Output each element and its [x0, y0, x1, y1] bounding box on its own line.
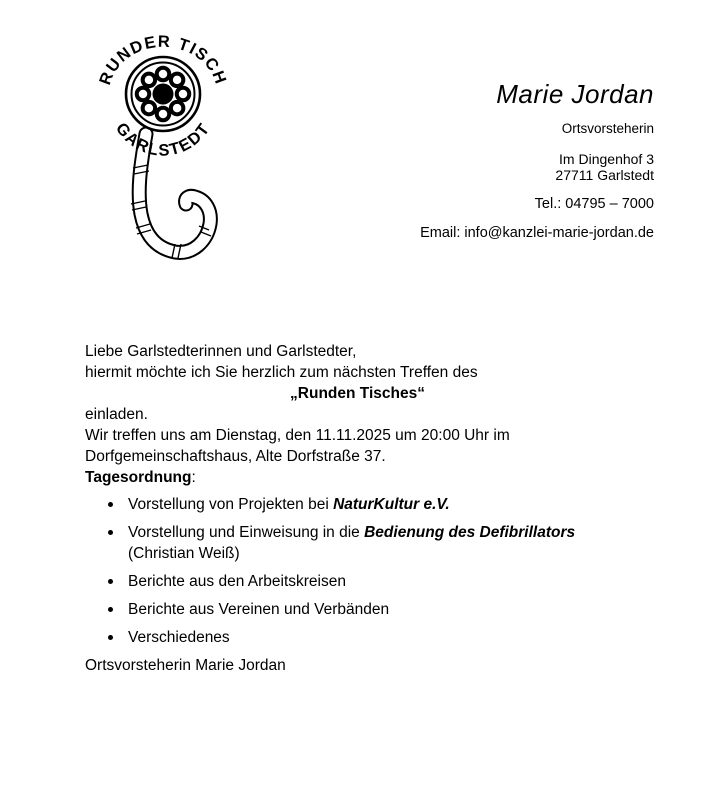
agenda-item-5-text: Verschiedenes [128, 629, 230, 646]
agenda-item-1-text: Vorstellung von Projekten bei [128, 496, 334, 513]
sender-role: Ortsvorsteherin [561, 121, 654, 136]
agenda-item-4 [128, 599, 677, 620]
sender-address [420, 151, 654, 184]
sender-phone: Tel.: 04795 – 7000 [534, 195, 654, 212]
logo-arc-bottom-label: GARLSTEDT [112, 119, 214, 160]
letter-body [85, 341, 677, 676]
intro-end-line: einladen. [85, 406, 148, 423]
event-title: „Runden Tisches“ [290, 385, 425, 402]
agenda-item-4-text: Berichte aus Vereinen und Verbänden [128, 601, 390, 618]
agenda-item-2-emphasis: Bedienung des Defibrillators [364, 524, 576, 541]
sender-name: Marie Jordan [496, 79, 654, 109]
agenda-list [85, 494, 677, 648]
meeting-details [85, 425, 677, 467]
sender-email: Email: info@kanzlei-marie-jordan.de [420, 225, 654, 242]
logo-arc-top-label: RUNDER TISCH [96, 32, 230, 88]
agenda-item-3 [128, 571, 677, 592]
agenda-heading [85, 467, 677, 488]
agenda-item-1-emphasis: NaturKultur e.V. [333, 496, 450, 513]
round-table-logo-icon [85, 22, 255, 272]
table-center-dot [153, 84, 174, 105]
closing-signature: Ortsvorsteherin Marie Jordan [85, 657, 286, 674]
table-top-icon [126, 57, 200, 131]
agenda-item-2-text: Vorstellung und Einweisung in die [128, 524, 365, 541]
agenda-heading-label: Tagesordnung [85, 469, 192, 486]
meeting-line1: Wir treffen uns am Dienstag, den 11.11.2025 um 20:00 Uhr im [85, 427, 510, 444]
runder-tisch-logo [85, 22, 255, 272]
agenda-item-1 [128, 494, 677, 515]
agenda-item-2-note: (Christian Weiß) [128, 545, 240, 562]
sender-address-line2: 27711 Garlstedt [555, 167, 654, 184]
sender-address-line1: Im Dingenhof 3 [559, 150, 654, 167]
intro-line: hiermit möchte ich Sie herzlich zum nächsten Treffen des [85, 364, 478, 381]
meeting-line2: Dorfgemeinschaftshaus, Alte Dorfstraße 37. [85, 448, 386, 465]
agenda-item-3-text: Berichte aus den Arbeitskreisen [128, 573, 346, 590]
salutation: Liebe Garlstedterinnen und Garlstedter, [85, 343, 357, 360]
sender-contact-block [420, 79, 654, 242]
agenda-item-2 [128, 522, 677, 564]
agenda-item-5 [128, 627, 677, 648]
agenda-heading-colon: : [191, 469, 196, 486]
